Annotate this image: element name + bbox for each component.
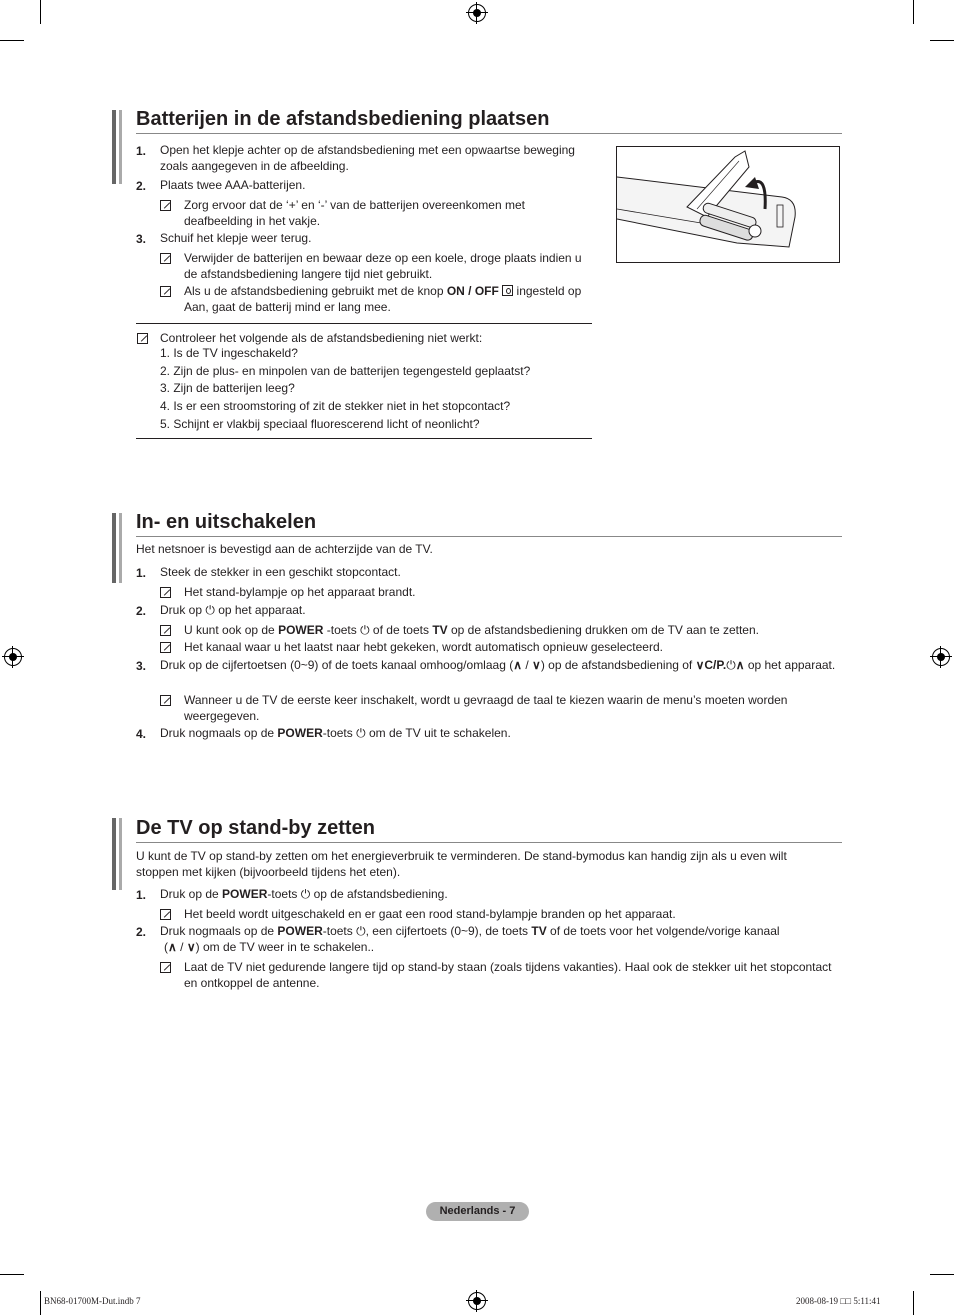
intro-text: Het netsnoer is bevestigd aan de achterzijde van de TV. [136, 542, 433, 556]
note-icon [160, 200, 171, 211]
section-title-power: In- en uitschakelen [136, 511, 317, 533]
chevron-down-icon: ∨ [695, 658, 705, 672]
check-item: 4. Is er een stroomstoring of zit de stekker niet in het stopcontact? [160, 399, 511, 413]
step-text: Schuif het klepje weer terug. [160, 231, 312, 245]
note-icon [160, 695, 171, 706]
intro-text: U kunt de TV op stand-by zetten om het energieverbruik te verminderen. De stand-bymodus kan handig zijn als u even wilt stoppen met kijken (bijvoorbeeld tijdens het eten). [136, 849, 787, 879]
note-text: Het beeld wordt uitgeschakeld en er gaat een rood stand-bylampje branden op het apparaat. [184, 907, 676, 921]
chevron-down-icon: ∨ [186, 939, 196, 954]
registration-mark-icon [4, 648, 22, 666]
step-number: 3. [136, 659, 147, 673]
check-item: 5. Schijnt er vlakbij speciaal fluorescerend licht of neonlicht? [160, 417, 480, 431]
note-text: Als u de afstandsbediening gebruikt met de knop ON / OFF ingesteld op Aan, gaat de batterij mind er lang mee. [184, 284, 582, 314]
step-number: 2. [136, 604, 147, 618]
registration-mark-icon [932, 648, 950, 666]
note-icon [160, 286, 171, 297]
check-intro: Controleer het volgende als de afstandsbediening niet werkt: [160, 331, 483, 345]
registration-mark-icon [468, 4, 486, 22]
step-number: 4. [136, 727, 147, 741]
step-text: Druk op de cijfertoetsen (0~9) of de toets kanaal omhoog/omlaag (∧ / ∨) op de afstandsbediening of ∨C/P.⏻∧ op het apparaat. [160, 658, 836, 672]
note-icon [160, 253, 171, 264]
note-text: Wanneer u de TV de eerste keer inschakelt, wordt u gevraagd de taal te kiezen waarin de menu’s moeten worden weergegeven. [184, 693, 788, 723]
chevron-down-icon: ∨ [532, 658, 541, 672]
chevron-up-icon: ∧ [513, 658, 522, 672]
step-number: 1. [136, 144, 147, 158]
chevron-up-icon: ∧ [168, 939, 177, 954]
step-number: 2. [136, 179, 147, 193]
slug-right: 2008-08-19 □□ 5:11:41 [796, 1296, 881, 1306]
section-title-standby: De TV op stand-by zetten [136, 817, 375, 839]
slug-left: BN68-01700M-Dut.indb 7 [44, 1296, 141, 1306]
remote-battery-illustration [616, 146, 840, 263]
note-text: Het kanaal waar u het laatst naar hebt gekeken, wordt automatisch opnieuw geselecteerd. [184, 640, 663, 654]
note-text: Het stand-bylampje op het apparaat brandt. [184, 585, 416, 599]
step-text: Open het klepje achter op de afstandsbediening met een opwaartse beweging zoals aangegeven in de afbeelding. [160, 143, 575, 173]
power-icon: ⏻ [356, 924, 366, 938]
note-text: Laat de TV niet gedurende langere tijd op stand-by staan (zoals tijdens vakanties). Haal ook de stekker uit het stopcontact en ontkoppel de antenne. [184, 960, 832, 990]
note-icon [160, 962, 171, 973]
power-icon: ⏻ [726, 658, 736, 672]
step-text: Druk op de POWER-toets ⏻ op de afstandsbediening. [160, 887, 448, 901]
power-icon: ⏻ [205, 603, 215, 617]
note-icon [160, 625, 171, 636]
step-number: 1. [136, 566, 147, 580]
power-icon: ⏻ [360, 623, 370, 637]
step-number: 1. [136, 888, 147, 902]
page-number-badge: Nederlands - 7 [426, 1202, 529, 1221]
check-item: 1. Is de TV ingeschakeld? [160, 346, 298, 360]
note-text: U kunt ook op de POWER -toets ⏻ of de toets TV op de afstandsbediening drukken om de TV aan te zetten. [184, 623, 759, 637]
step-text: Druk nogmaals op de POWER-toets ⏻, een cijfertoets (0~9), de toets TV of de toets voor het volgende/vorige kanaal (∧ / ∨) om de TV weer in te schakelen.. [160, 924, 780, 954]
chevron-up-icon: ∧ [735, 658, 745, 672]
note-text: Zorg ervoor dat de ‘+’ en ‘-’ van de batterijen overeenkomen met deafbeelding in het vakje. [184, 198, 525, 228]
note-icon [160, 642, 171, 653]
step-text: Druk op ⏻ op het apparaat. [160, 603, 306, 617]
remote-battery-svg [617, 147, 839, 262]
power-icon: ⏻ [356, 726, 366, 740]
registration-mark-icon [468, 1292, 486, 1310]
note-icon [160, 587, 171, 598]
power-icon: ⏻ [300, 887, 311, 901]
note-icon [137, 333, 148, 344]
step-text: Steek de stekker in een geschikt stopcontact. [160, 565, 401, 579]
bulb-icon [502, 285, 513, 296]
step-number: 3. [136, 232, 147, 246]
section-title-batteries: Batterijen in de afstandsbediening plaatsen [136, 108, 550, 130]
check-item: 3. Zijn de batterijen leeg? [160, 381, 295, 395]
note-icon [160, 909, 171, 920]
check-item: 2. Zijn de plus- en minpolen van de batterijen tegengesteld geplaatst? [160, 364, 531, 378]
note-text: Verwijder de batterijen en bewaar deze op een koele, droge plaats indien u de afstandsbediening langere tijd niet gebruikt. [184, 251, 582, 281]
step-number: 2. [136, 925, 147, 939]
step-text: Plaats twee AAA-batterijen. [160, 178, 306, 192]
step-text: Druk nogmaals op de POWER-toets ⏻ om de TV uit te schakelen. [160, 726, 511, 740]
